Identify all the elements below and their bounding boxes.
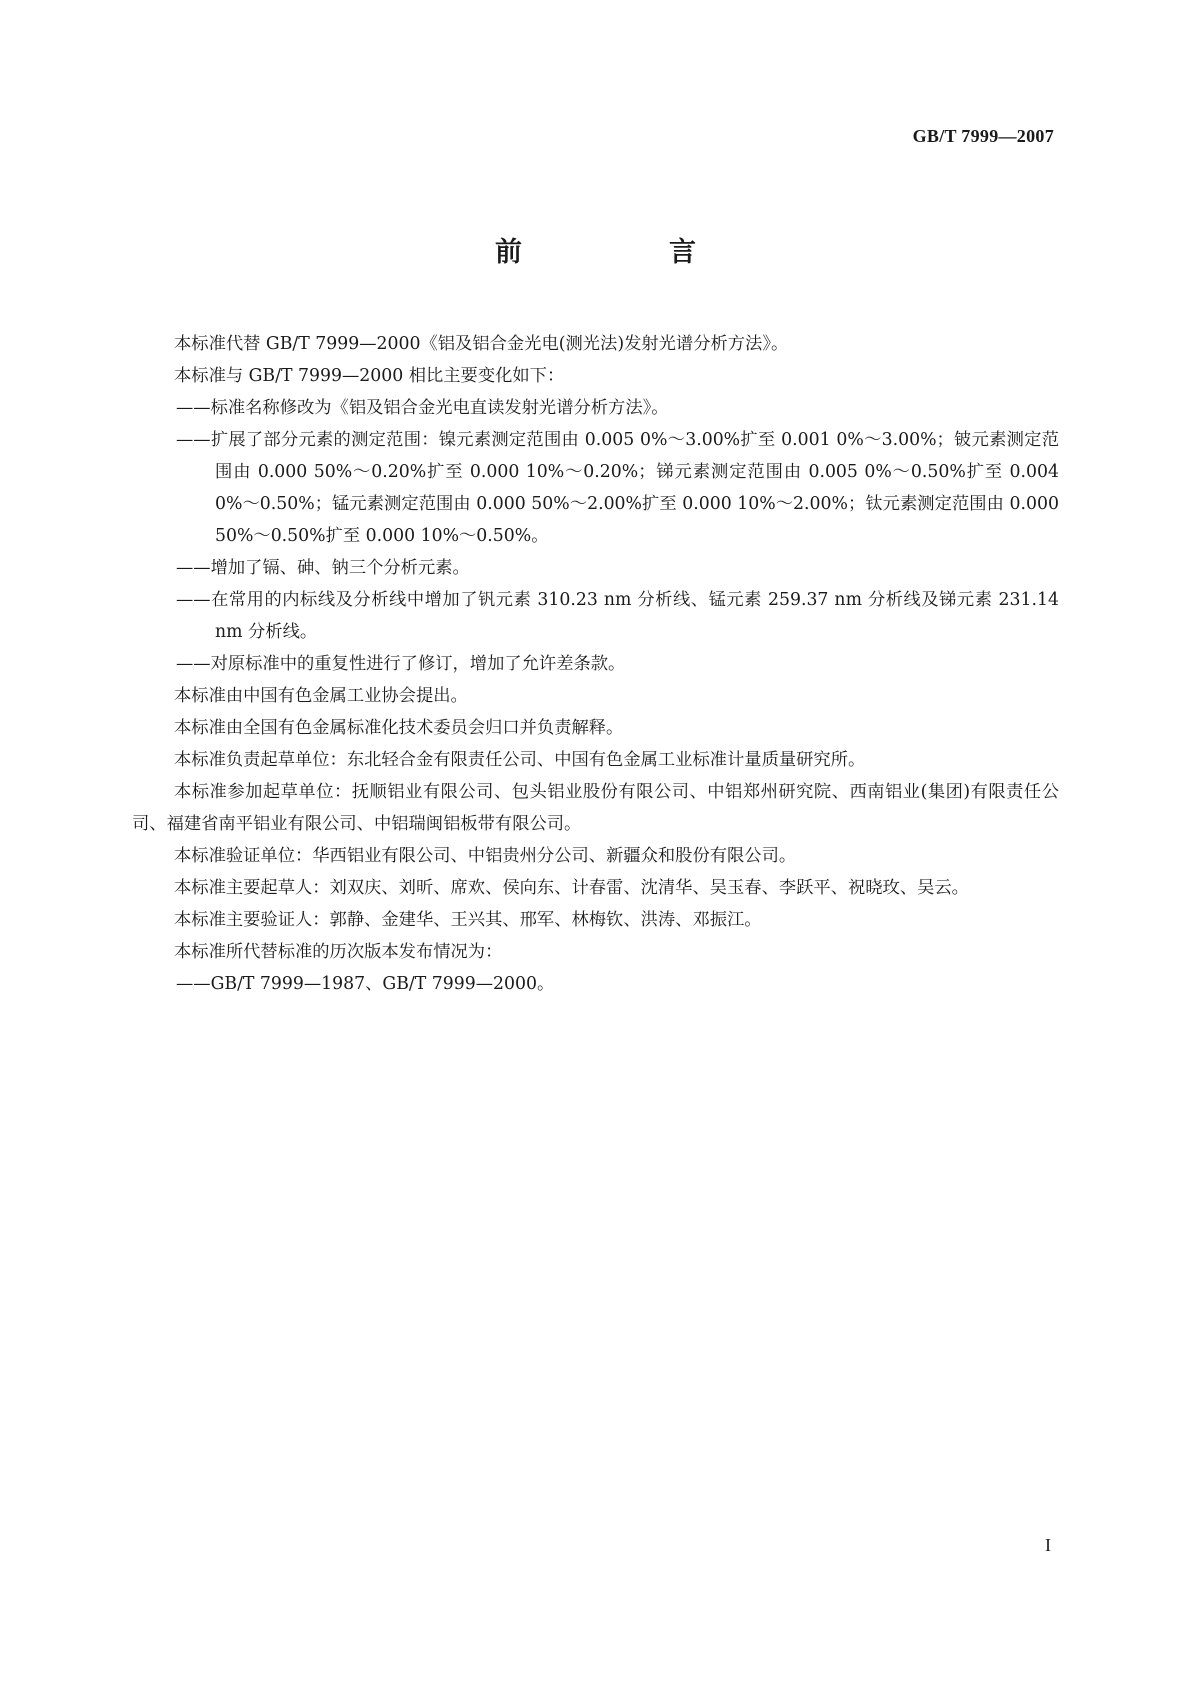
paragraph-proposed-by: 本标准由中国有色金属工业协会提出。 [174,686,468,706]
paragraph-verifiers: 本标准主要验证人：郭静、金建华、王兴其、邢军、林梅钦、洪涛、邓振江。 [174,910,762,930]
foreword-body [132,328,1059,1000]
paragraph-participating-units: 本标准参加起草单位：抚顺铝业有限公司、包头铝业股份有限公司、中铝郑州研究院、西南铝业(集团)有限责任公司、福建省南平铝业有限公司、中铝瑞闽铝板带有限公司。 [132,782,1059,834]
paragraph-verification-units: 本标准验证单位：华西铝业有限公司、中铝贵州分公司、新疆众和股份有限公司。 [174,846,797,866]
paragraph-drafting-unit: 本标准负责起草单位：东北轻合金有限责任公司、中国有色金属工业标准计量质量研究所。 [174,750,866,770]
list-item-added-elements: ——增加了镉、砷、钠三个分析元素。 [176,558,470,578]
paragraph-responsible-committee: 本标准由全国有色金属标准化技术委员会归口并负责解释。 [174,718,624,738]
list-item-added-lines: ——在常用的内标线及分析线中增加了钒元素 310.23 nm 分析线、锰元素 259.37 nm 分析线及锑元素 231.14 nm 分析线。 [176,590,1059,642]
page-title: 前 言 [495,237,756,268]
list-item-history: ——GB/T 7999—1987、GB/T 7999—2000。 [176,974,555,994]
standard-number: GB/T 7999—2007 [912,126,1054,146]
paragraph-drafters: 本标准主要起草人：刘双庆、刘昕、席欢、侯向东、计春雷、沈清华、吴玉春、李跃平、祝晓玫、吴云。 [174,878,969,898]
paragraph-history-intro: 本标准所代替标准的历次版本发布情况为： [174,942,503,962]
paragraph-changes-intro: 本标准与 GB/T 7999—2000 相比主要变化如下： [174,366,565,386]
list-item-title-change: ——标准名称修改为《铝及铝合金光电直读发射光谱分析方法》。 [176,398,669,418]
paragraph-replaces: 本标准代替 GB/T 7999—2000《铝及铝合金光电(测光法)发射光谱分析方法》。 [174,334,789,354]
page-number: I [1045,1535,1051,1555]
list-item-repeatability: ——对原标准中的重复性进行了修订，增加了允许差条款。 [176,654,626,674]
list-item-range-extension: ——扩展了部分元素的测定范围：镍元素测定范围由 0.005 0%～3.00%扩至 0.001 0%～3.00%；铍元素测定范围由 0.000 50%～0.20%扩至 0.000 10%～0.20%；锑元素测定范围由 0.005 0%～0.50%扩至 0.004 0%～0.50%；锰元素测定范围由 0.000 50%～2.00%扩至 0.000 10%～2.00%；钛元素测定范围由 0.000 50%～0.50%扩至 0.000 10%～0.50%。 [176,430,1059,546]
